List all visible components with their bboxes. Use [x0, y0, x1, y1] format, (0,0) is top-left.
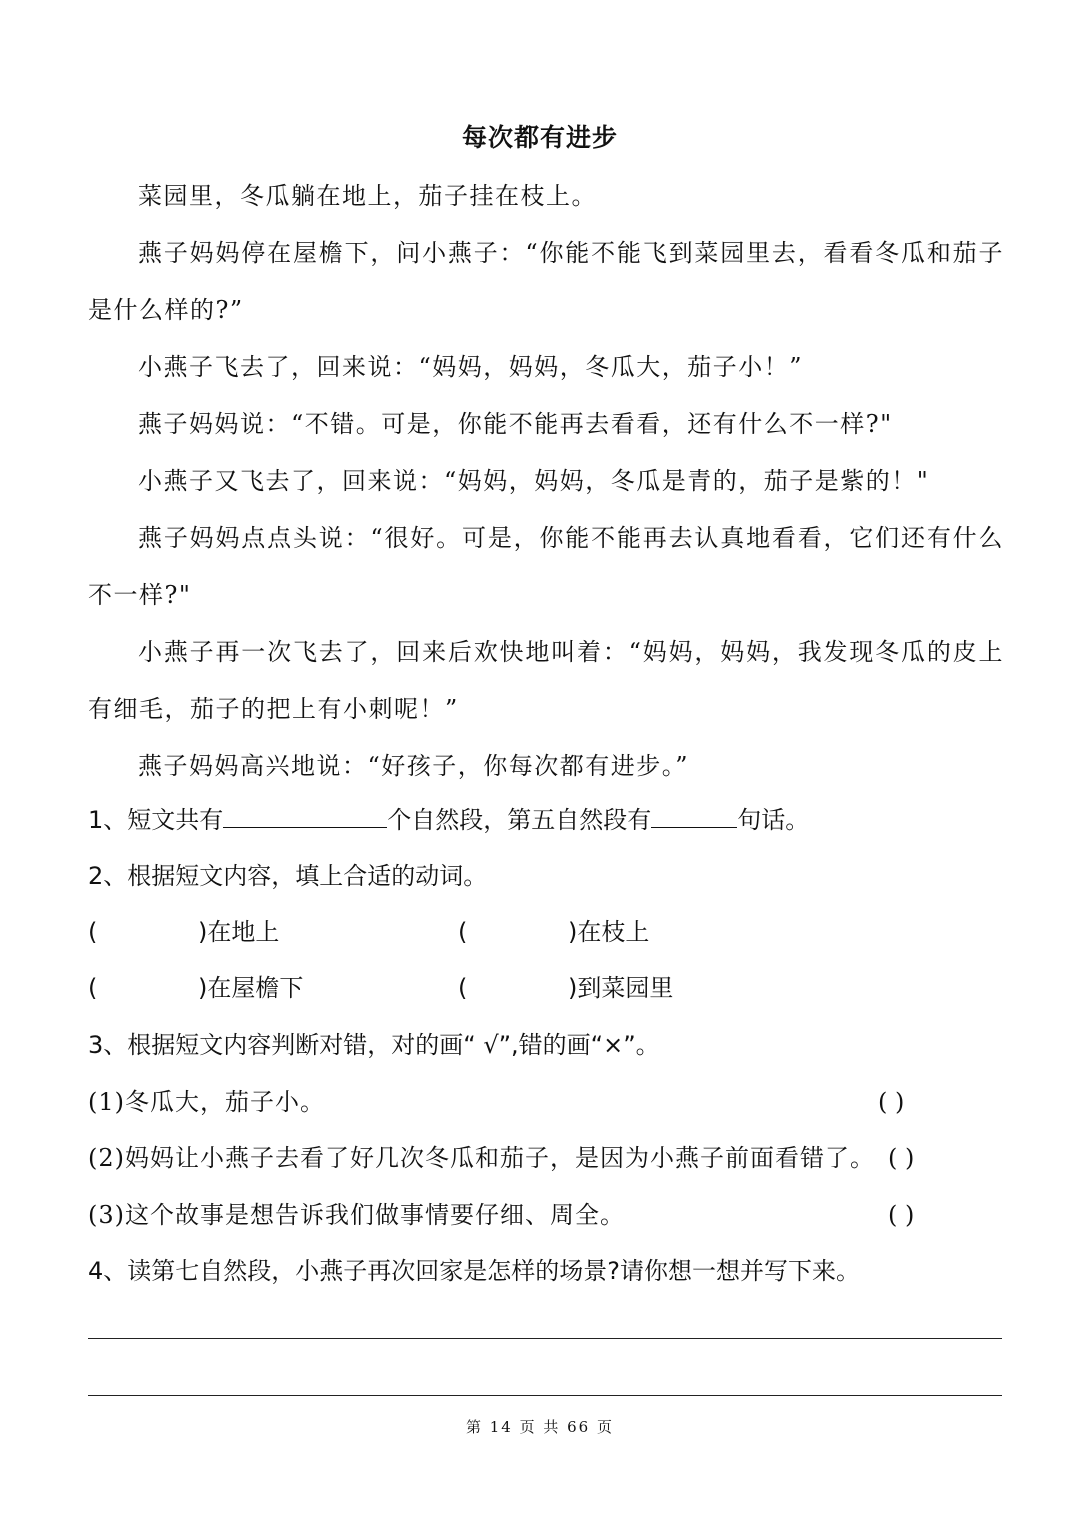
judgement-statement-3: (3)这个故事是想告诉我们做事情要仔细、周全。	[88, 1201, 625, 1229]
question-1-prefix: 1、短文共有	[88, 806, 224, 834]
question-2: 2、根据短文内容，填上合适的动词。	[88, 862, 488, 890]
paragraph-count-blank[interactable]	[223, 805, 387, 828]
verb-blank-item[interactable]: ( )在枝上	[458, 918, 650, 946]
judgement-answer-box[interactable]: ( )	[888, 1144, 915, 1172]
sentence-count-blank[interactable]	[651, 805, 737, 828]
page-number-footer: 第 14 页 共 66 页	[465, 1418, 614, 1436]
judgement-answer-box[interactable]: ( )	[878, 1088, 905, 1116]
verb-blank-item[interactable]: ( )在屋檐下	[88, 974, 304, 1002]
judgement-statement-1: (1)冬瓜大，茄子小。	[88, 1088, 325, 1116]
verb-blank-item[interactable]: ( )到菜园里	[458, 974, 674, 1002]
paragraph-3: 小燕子飞去了，回来说：“妈妈，妈妈，冬瓜大，茄子小！”	[138, 353, 804, 381]
paragraph-7: 小燕子再一次飞去了，回来后欢快地叫着：“妈妈，妈妈，我发现冬瓜的皮上有细毛，茄子的把上有小刺呢！”	[88, 638, 1004, 723]
paragraph-6: 燕子妈妈点点头说：“很好。可是，你能不能再去认真地看看，它们还有什么不一样?"	[88, 524, 1004, 609]
verb-blank-item[interactable]: ( )在地上	[88, 918, 280, 946]
paragraph-1: 菜园里，冬瓜躺在地上，茄子挂在枝上。	[138, 182, 597, 210]
question-4: 4、读第七自然段，小燕子再次回家是怎样的场景?请你想一想并写下来。	[88, 1257, 861, 1285]
paragraph-5: 小燕子又飞去了，回来说：“妈妈，妈妈，冬瓜是青的，茄子是紫的！"	[138, 467, 930, 495]
question-1-suffix: 句话。	[737, 806, 810, 834]
paragraph-8: 燕子妈妈高兴地说：“好孩子，你每次都有进步。”	[138, 752, 690, 780]
answer-writing-line[interactable]	[88, 1395, 1002, 1396]
question-1	[88, 800, 809, 840]
page-title: 每次都有进步	[461, 123, 618, 152]
paragraph-2: 燕子妈妈停在屋檐下，问小燕子：“你能不能飞到菜园里去，看看冬瓜和茄子是什么样的?”	[88, 239, 1004, 324]
judgement-statement-2: (2)妈妈让小燕子去看了好几次冬瓜和茄子，是因为小燕子前面看错了。	[88, 1144, 875, 1172]
answer-writing-line[interactable]	[88, 1338, 1002, 1339]
paragraph-4: 燕子妈妈说：“不错。可是，你能不能再去看看，还有什么不一样?"	[138, 410, 893, 438]
judgement-answer-box[interactable]: ( )	[888, 1201, 915, 1229]
question-3: 3、根据短文内容判断对错，对的画“ √”,错的画“×”。	[88, 1031, 660, 1059]
question-1-middle: 个自然段，第五自然段有	[387, 806, 652, 834]
